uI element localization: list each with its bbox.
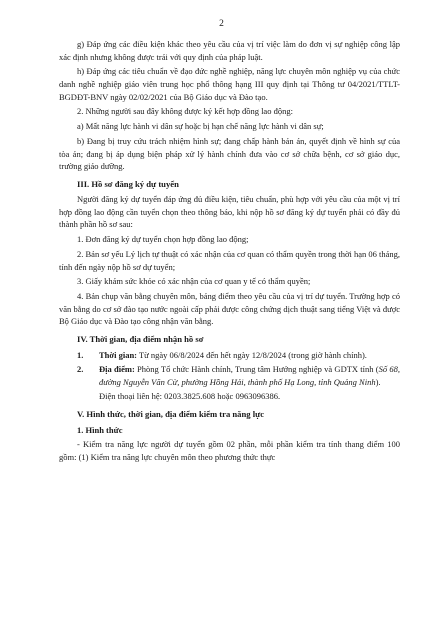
section-4-item-1 (59, 349, 400, 362)
paragraph-b: b) Đang bị truy cứu trách nhiệm hình sự; đang chấp hành bản án, quyết định về hình sự của tòa án; đang bị áp dụng biện pháp xử lý hành chính đưa vào cơ sở chữa bệnh, cơ sở giáo dục, trường giáo dưỡng. (59, 135, 400, 172)
paragraph-a: a) Mất năng lực hành vi dân sự hoặc bị hạn chế năng lực hành vi dân sự; (77, 121, 324, 132)
section-5-paragraph: - Kiểm tra năng lực người dự tuyển gồm 02 phần, mỗi phần kiểm tra tính thang điểm 100 gồm: (1) Kiểm tra năng lực chuyên môn theo phương thức thực (59, 439, 400, 462)
section-3-item-3: 3. Giấy khám sức khỏe có xác nhận của cơ quan y tế có thẩm quyền; (77, 276, 311, 287)
section-5-heading: V. Hình thức, thời gian, địa điểm kiểm tra năng lực (77, 408, 265, 419)
document-body (59, 38, 400, 466)
section-4-heading: IV. Thời gian, địa điểm nhận hồ sơ (77, 333, 204, 344)
section-3-intro: Người đăng ký dự tuyển đáp ứng đủ điều kiện, tiêu chuẩn, phù hợp với yêu cầu của một vị trí hợp đồng lao động cần tuyển chọn theo thông báo, khi nộp hồ sơ đăng ký dự tuyển phải có đầy đủ thành phần hồ sơ sau: (59, 194, 400, 230)
paragraph-exclusions: 2. Những người sau đây không được ký kết hợp đồng lao động: (77, 106, 293, 117)
section-3-item-2: 2. Bản sơ yếu Lý lịch tự thuật có xác nhận của cơ quan có thẩm quyền trong thời hạn 06 tháng, tính đến ngày nộp hồ sơ dự tuyển; (59, 249, 400, 272)
item-label: Thời gian: (99, 349, 138, 360)
section-4-item-2 (59, 363, 400, 388)
item-number: 2. (77, 364, 84, 375)
item-label: Địa điểm: (99, 364, 135, 375)
item-text: Từ ngày 06/8/2024 đến hết ngày 12/8/2024 (trong giờ hành chính). (137, 349, 367, 360)
contact-phone: Điện thoại liên hệ: 0203.3825.608 hoặc 0963096386. (99, 391, 281, 402)
page-number: 2 (219, 19, 224, 29)
section-3-heading: III. Hồ sơ đăng ký dự tuyển (77, 178, 179, 189)
section-3-item-4: 4. Bản chụp văn bằng chuyên môn, bảng điểm theo yêu cầu của vị trí dự tuyển. Trường hợp có văn bằng do cơ sở đào tạo nước ngoài cấp phải được công chứng dịch thuật sang tiếng Việt và được Bộ Giáo dục và Đào tạo công nhận văn bằng. (59, 291, 400, 327)
section-3-item-1: 1. Đơn đăng ký dự tuyển chọn hợp đồng lao động; (77, 234, 249, 245)
paragraph-g: g) Đáp ứng các điều kiện khác theo yêu cầu của vị trí việc làm do đơn vị sự nghiệp công lập xác định nhưng không được trái với quy định của pháp luật. (59, 39, 400, 62)
paragraph-h: h) Đáp ứng các tiêu chuẩn về đạo đức nghề nghiệp, năng lực chuyên môn nghiệp vụ của chức danh nghề nghiệp giáo viên trung học phổ thông hạng III quy định tại Thông tư 04/2021/TTLT-BGDĐT-BNV ngày 02/02/2021 của Bộ Giáo dục và Đào tạo. (59, 66, 400, 102)
item-number: 1. (77, 349, 84, 360)
item-close: ). (375, 376, 381, 387)
address-text: Số 68, đường Nguyễn Văn Cừ, phường Hồng Hải, thành phố Hạ Long, tỉnh Quảng Ninh (99, 364, 400, 387)
item-text: Phòng Tổ chức Hành chính, Trung tâm Hướng nghiệp và GDTX tỉnh ( (134, 364, 379, 375)
section-5-subheading: 1. Hình thức (77, 424, 123, 435)
